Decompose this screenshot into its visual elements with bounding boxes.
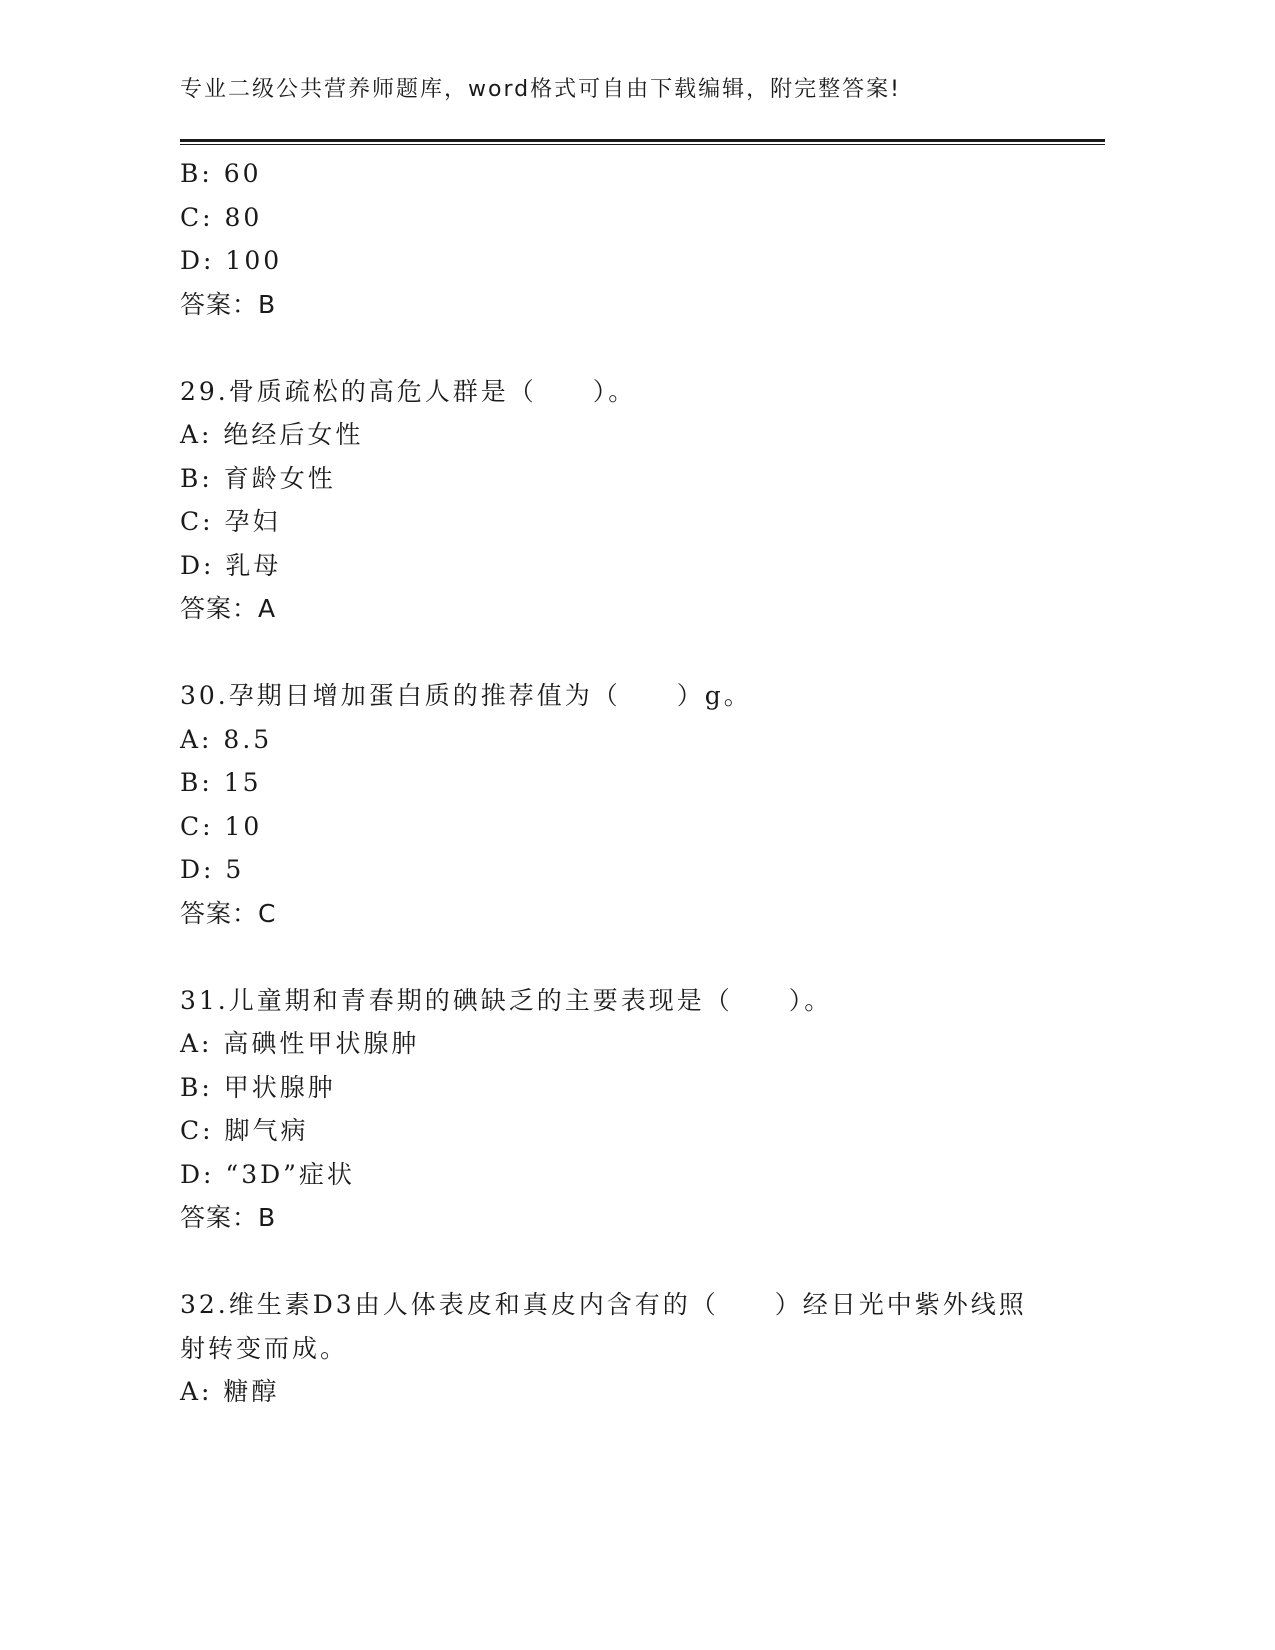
header-rule-thin <box>180 144 1105 145</box>
option-d: D: 100 <box>180 246 283 275</box>
question-29 <box>180 370 1040 631</box>
option-b: B: 60 <box>180 159 262 188</box>
answer: 答案：B <box>180 1203 277 1232</box>
option-c: C: 脚气病 <box>180 1116 309 1145</box>
question-30 <box>180 674 1040 935</box>
question-stem: 30.孕期日增加蛋白质的推荐值为（ ）g。 <box>180 681 752 710</box>
question-stem-line-2: 射转变而成。 <box>180 1333 349 1363</box>
answer: 答案：B <box>180 289 277 319</box>
page-header: 专业二级公共营养师题库，word格式可自由下载编辑，附完整答案! <box>180 77 901 102</box>
option-a: A: 绝经后女性 <box>180 420 364 449</box>
option-d: D: “3D”症状 <box>180 1159 355 1189</box>
option-a: A: 8.5 <box>180 724 273 754</box>
question-list <box>180 152 1040 1414</box>
option-c: C: 孕妇 <box>180 507 281 536</box>
option-a: A: 糖醇 <box>180 1377 280 1406</box>
option-d: D: 5 <box>180 855 245 884</box>
question-stem-line-1: 32.维生素D3由人体表皮和真皮内含有的（ ）经日光中紫外线照 <box>180 1290 1027 1319</box>
option-c: C: 80 <box>180 202 263 232</box>
question-stem: 31.儿童期和青春期的碘缺乏的主要表现是（ ）。 <box>180 985 833 1015</box>
question-31 <box>180 979 1040 1240</box>
option-b: B: 育龄女性 <box>180 463 336 493</box>
question-stem: 29.骨质疏松的高危人群是（ ）。 <box>180 376 637 406</box>
option-b: B: 15 <box>180 768 262 797</box>
option-a: A: 高碘性甲状腺肿 <box>180 1029 420 1058</box>
option-c: C: 10 <box>180 811 263 841</box>
answer: 答案：C <box>180 898 277 928</box>
question-28-continued <box>180 152 1040 326</box>
option-b: B: 甲状腺肿 <box>180 1072 336 1102</box>
answer: 答案：A <box>180 594 277 623</box>
header-rule-thick <box>180 139 1105 142</box>
question-32 <box>180 1283 1040 1414</box>
option-d: D: 乳母 <box>180 550 282 580</box>
